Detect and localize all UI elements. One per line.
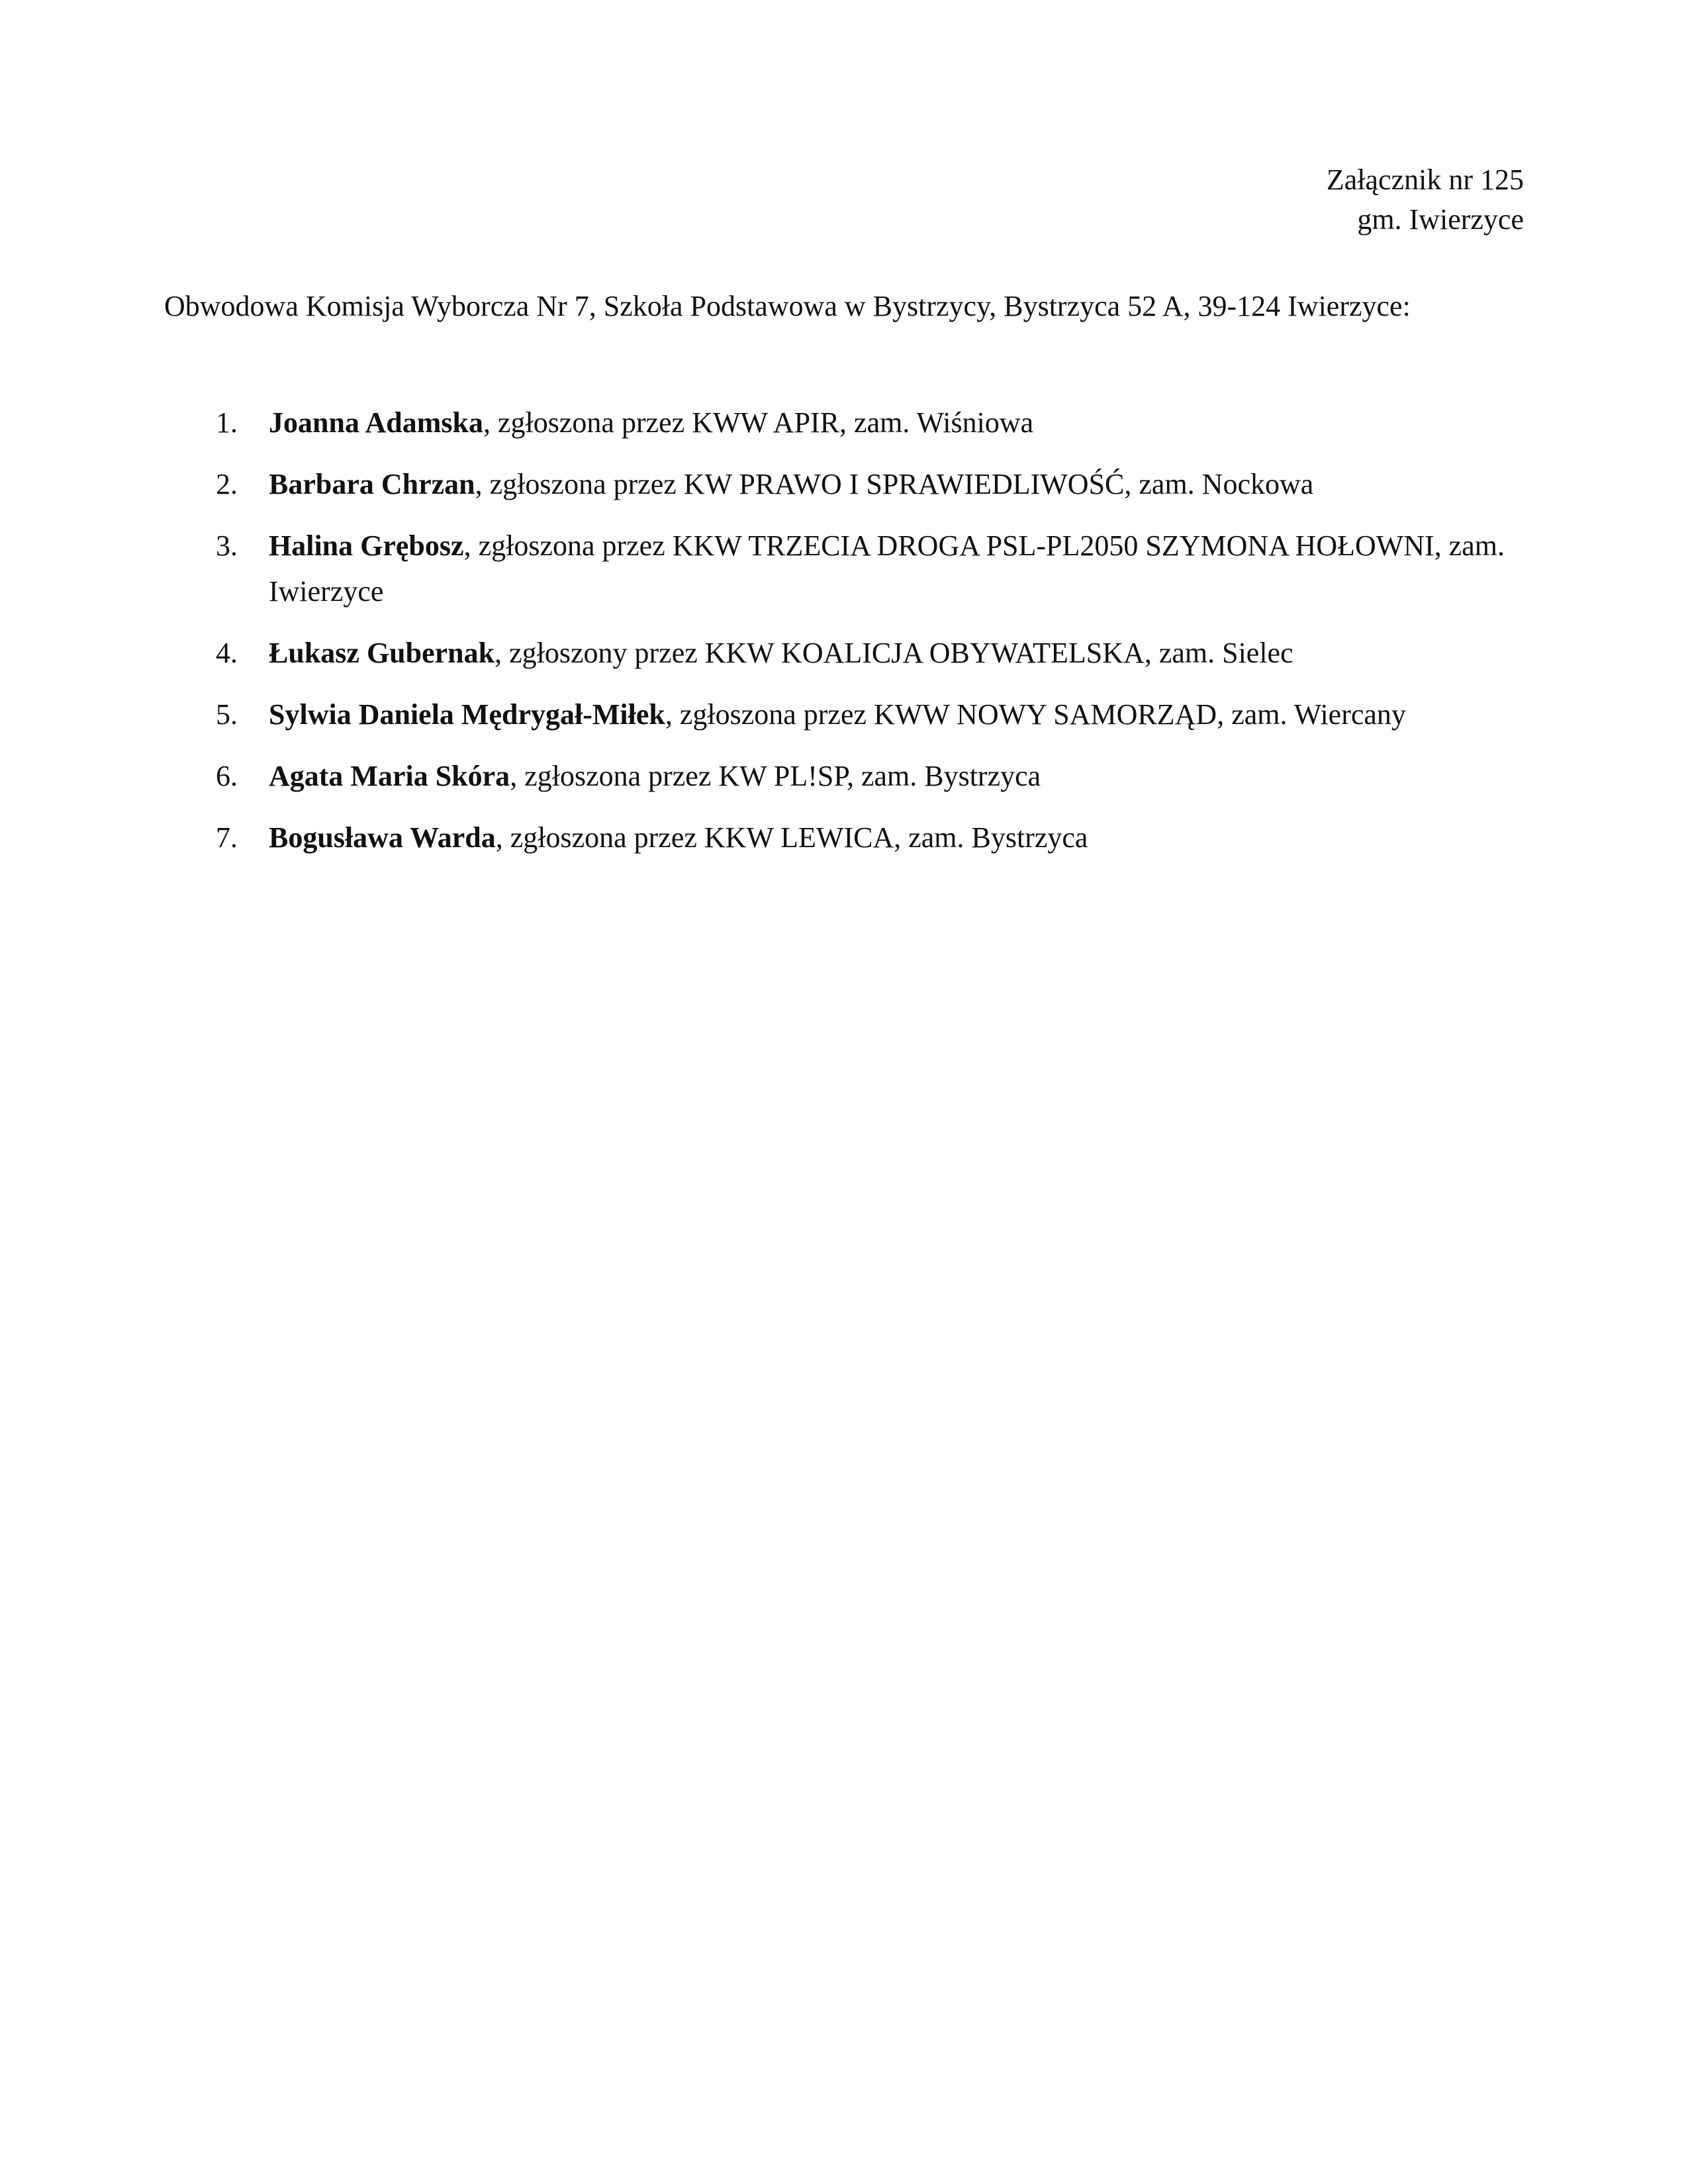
member-details: , zgłoszona przez KWW NOWY SAMORZĄD, zam. Wiercany [665,698,1406,731]
item-number: 2. [216,468,238,500]
item-number: 7. [216,821,238,854]
list-item [164,523,1524,614]
member-details: , zgłoszony przez KKW KOALICJA OBYWATELSKA, zam. Sielec [494,637,1293,669]
member-details: , zgłoszona przez KW PL!SP, zam. Bystrzyca [510,760,1041,792]
member-name: Agata Maria Skóra [269,760,510,792]
item-number: 5. [216,698,238,731]
list-item [164,753,1524,799]
attachment-header [1327,160,1524,240]
list-item [164,461,1524,507]
member-details: , zgłoszona przez KKW TRZECIA DROGA PSL-PL2050 SZYMONA HOŁOWNI, zam. Iwierzyce [269,529,1505,608]
municipality-name: gm. Iwierzyce [1357,203,1524,236]
member-name: Joanna Adamska [269,406,484,439]
list-item [164,630,1524,676]
member-name: Łukasz Gubernak [269,637,495,669]
committee-heading: Obwodowa Komisja Wyborcza Nr 7, Szkoła Podstawowa w Bystrzycy, Bystrzyca 52 A, 39-124 Iwierzyce: [164,290,1411,322]
member-name: Halina Grębosz [269,529,464,562]
attachment-number: Załącznik nr 125 [1326,163,1524,196]
item-number: 6. [216,760,238,792]
item-number: 3. [216,529,238,562]
list-item [164,815,1524,860]
list-item [164,400,1524,445]
member-details: , zgłoszona przez KWW APIR, zam. Wiśniowa [483,406,1034,439]
member-name: Barbara Chrzan [269,468,475,500]
member-name: Bogusława Warda [269,821,496,854]
member-details: , zgłoszona przez KW PRAWO I SPRAWIEDLIWOŚĆ, zam. Nockowa [475,468,1314,500]
item-number: 1. [216,406,238,439]
member-name: Sylwia Daniela Mędrygał-Miłek [269,698,665,731]
member-list [164,400,1524,876]
member-details: , zgłoszona przez KKW LEWICA, zam. Bystrzyca [495,821,1088,854]
item-number: 4. [216,637,238,669]
list-item [164,692,1524,737]
